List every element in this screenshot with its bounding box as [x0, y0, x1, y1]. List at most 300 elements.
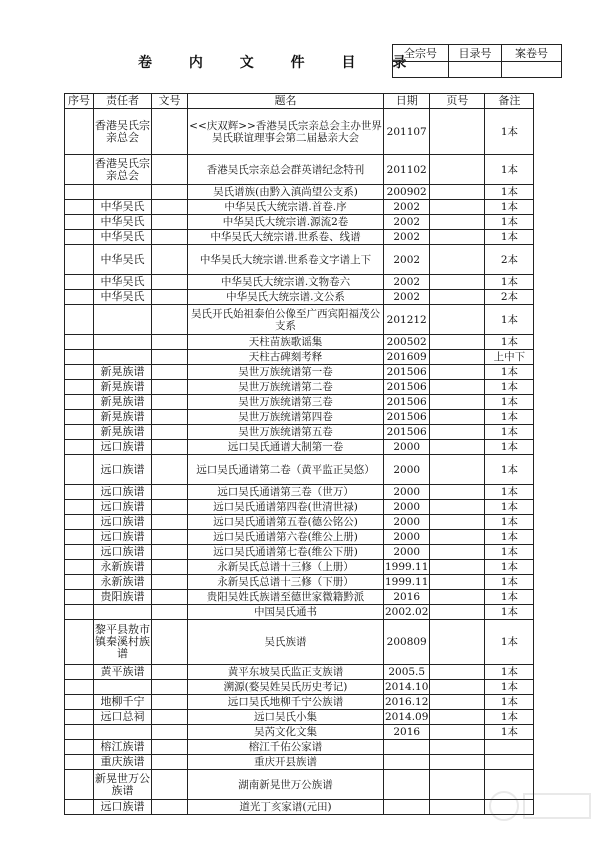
- seq-cell: [65, 770, 94, 800]
- page-cell: [430, 620, 485, 665]
- title-cell: 中华吴氏大统宗谱.文公系: [188, 290, 384, 305]
- note-cell: 1本: [485, 155, 534, 185]
- responsible-cell: 中华吴氏: [94, 230, 152, 245]
- seq-cell: [65, 245, 94, 275]
- table-row: [65, 380, 534, 395]
- table-row: [65, 590, 534, 605]
- note-cell: 1本: [485, 665, 534, 680]
- seq-cell: [65, 620, 94, 665]
- column-header-title: 题名: [188, 94, 384, 109]
- doc-number-cell: [152, 380, 188, 395]
- seq-cell: [65, 350, 94, 365]
- page-cell: [430, 500, 485, 515]
- responsible-cell: 远口族谱: [94, 440, 152, 455]
- note-cell: 上中下: [485, 350, 534, 365]
- seq-cell: [65, 485, 94, 500]
- page-cell: [430, 425, 485, 440]
- table-row: [65, 109, 534, 155]
- date-cell: 2000: [384, 440, 430, 455]
- doc-number-cell: [152, 230, 188, 245]
- page-cell: [430, 410, 485, 425]
- date-cell: 2000: [384, 545, 430, 560]
- date-cell: 2014.10: [385, 681, 429, 693]
- doc-number-cell: [152, 215, 188, 230]
- table-row: [65, 185, 534, 200]
- title-cell: 远口吴氏通谱第四卷(世清世禄): [188, 500, 384, 515]
- doc-number-cell: [152, 335, 188, 350]
- date-cell: [384, 755, 430, 770]
- table-row: [65, 395, 534, 410]
- seq-cell: [65, 109, 94, 155]
- note-cell: 1本: [485, 410, 534, 425]
- responsible-cell: [94, 350, 152, 365]
- table-row: [65, 665, 534, 680]
- page-cell: [430, 185, 485, 200]
- title-cell: 天柱古碑刻考释: [188, 350, 384, 365]
- title-cell: 湖南新晃世万公族谱: [188, 770, 384, 800]
- page-cell: [430, 575, 485, 590]
- date-cell: 201506: [384, 425, 430, 440]
- note-cell: 1本: [485, 500, 534, 515]
- table-row: [65, 485, 534, 500]
- doc-number-cell: [152, 109, 188, 155]
- title-cell: 中华吴氏大统宗谱.首卷.序: [188, 200, 384, 215]
- title-cell: 吴世万族统谱第三卷: [188, 395, 384, 410]
- doc-number-cell: [152, 620, 188, 665]
- title-cell: 榕江千佑公家谱: [188, 740, 384, 755]
- seq-cell: [65, 440, 94, 455]
- date-cell: 201102: [384, 155, 430, 185]
- note-cell: 1本: [485, 530, 534, 545]
- seq-cell: [65, 230, 94, 245]
- date-cell: 2005.5: [384, 665, 430, 680]
- date-cell: 200902: [384, 185, 430, 200]
- page-cell: [430, 800, 485, 815]
- table-row: [65, 560, 534, 575]
- date-cell: 1999.11: [385, 561, 429, 573]
- table-row: [65, 800, 534, 815]
- responsible-cell: 新晃族谱: [94, 395, 152, 410]
- doc-number-cell: [152, 770, 188, 800]
- seq-cell: [65, 575, 94, 590]
- page-cell: [430, 695, 485, 710]
- seq-cell: [65, 560, 94, 575]
- page-cell: [430, 245, 485, 275]
- note-cell: 1本: [485, 215, 534, 230]
- page-cell: [430, 380, 485, 395]
- seq-cell: [65, 215, 94, 230]
- doc-number-cell: [152, 440, 188, 455]
- seq-cell: [65, 335, 94, 350]
- responsible-cell: 黎平县敖市镇秦溪村族谱: [94, 620, 152, 665]
- doc-number-cell: [152, 350, 188, 365]
- responsible-cell: 新晃族谱: [94, 380, 152, 395]
- table-row: [65, 410, 534, 425]
- note-cell: 1本: [485, 455, 534, 485]
- page-cell: [430, 109, 485, 155]
- note-cell: 1本: [485, 725, 534, 740]
- file-number-value: [502, 62, 562, 78]
- responsible-cell: [94, 185, 152, 200]
- page-cell: [430, 740, 485, 755]
- note-cell: 1本: [485, 275, 534, 290]
- date-cell: 201506: [384, 365, 430, 380]
- responsible-cell: [94, 605, 152, 620]
- date-cell: 2000: [384, 455, 430, 485]
- table-row: [65, 440, 534, 455]
- seq-cell: [65, 515, 94, 530]
- page-cell: [430, 200, 485, 215]
- doc-number-cell: [152, 755, 188, 770]
- file-number-label: 案卷号: [502, 45, 562, 62]
- date-cell: 2002: [384, 230, 430, 245]
- note-cell: 1本: [485, 545, 534, 560]
- note-cell: 1本: [485, 680, 534, 695]
- seq-cell: [65, 365, 94, 380]
- page-cell: [430, 545, 485, 560]
- responsible-cell: 远口族谱: [94, 530, 152, 545]
- date-cell: 2016: [384, 590, 430, 605]
- note-cell: 2本: [485, 245, 534, 275]
- table-row: [65, 155, 534, 185]
- title-cell: 中华吴氏大统宗谱.文物卷六: [188, 275, 384, 290]
- doc-number-cell: [152, 200, 188, 215]
- note-cell: 1本: [485, 200, 534, 215]
- doc-number-cell: [152, 740, 188, 755]
- date-cell: 1999.11: [385, 576, 429, 588]
- column-header-note: 备注: [485, 94, 534, 109]
- document-title: 卷 内 文 件 目 录: [138, 55, 423, 71]
- column-header-doc-number: 文号: [152, 94, 188, 109]
- table-row: [65, 725, 534, 740]
- catalog-number-value: [449, 62, 502, 78]
- responsible-cell: 远口族谱: [94, 515, 152, 530]
- page-cell: [430, 455, 485, 485]
- fonds-number-value: [393, 62, 449, 78]
- responsible-cell: 香港吴氏宗亲总会: [94, 109, 152, 155]
- note-cell: [485, 740, 534, 755]
- column-header-date: 日期: [384, 94, 430, 109]
- title-cell: 香港吴氏宗亲总会群英谱纪念特刊: [188, 155, 384, 185]
- date-cell: [384, 770, 430, 800]
- doc-number-cell: [152, 365, 188, 380]
- page-cell: [430, 605, 485, 620]
- seq-cell: [65, 590, 94, 605]
- table-row: [65, 245, 534, 275]
- page-cell: [430, 275, 485, 290]
- note-cell: 1本: [485, 230, 534, 245]
- table-row: [65, 530, 534, 545]
- responsible-cell: 香港吴氏宗亲总会: [94, 155, 152, 185]
- responsible-cell: 黄平族谱: [94, 665, 152, 680]
- date-cell: 2014.09: [385, 711, 429, 723]
- note-cell: 2本: [485, 290, 534, 305]
- doc-number-cell: [152, 545, 188, 560]
- page-cell: [430, 665, 485, 680]
- title-cell: 重庆开县族谱: [188, 755, 384, 770]
- table-row: [65, 215, 534, 230]
- fonds-number-label: 全宗号: [393, 45, 449, 62]
- seq-cell: [65, 275, 94, 290]
- seq-cell: [65, 605, 94, 620]
- file-catalog-table: [64, 93, 534, 815]
- date-cell: 201506: [384, 380, 430, 395]
- page-cell: [430, 725, 485, 740]
- title-cell: 中国吴氏通书: [188, 605, 384, 620]
- page-cell: [430, 515, 485, 530]
- seq-cell: [65, 755, 94, 770]
- title-cell: 贵阳吴姓氏族谱至德世家微籍黔派: [188, 590, 384, 605]
- responsible-cell: 永新族谱: [94, 560, 152, 575]
- date-cell: 2002: [384, 275, 430, 290]
- table-row: [65, 740, 534, 755]
- table-row: [65, 755, 534, 770]
- seq-cell: [65, 665, 94, 680]
- seq-cell: [65, 680, 94, 695]
- title-cell: 中华吴氏大统宗谱.世系卷、线谱: [188, 230, 384, 245]
- title-cell: 吴氏开氏始祖泰伯公像至广西宾阳福茂公支系: [188, 305, 384, 335]
- seq-cell: [65, 305, 94, 335]
- page-cell: [430, 530, 485, 545]
- note-cell: 1本: [485, 605, 534, 620]
- date-cell: 2000: [384, 485, 430, 500]
- responsible-cell: [94, 725, 152, 740]
- doc-number-cell: [152, 710, 188, 725]
- title-cell: 中华吴氏大统宗谱.世系卷文字谱上下: [188, 245, 384, 275]
- seq-cell: [65, 500, 94, 515]
- doc-number-cell: [152, 290, 188, 305]
- title-cell: 黄平东坡吴氏监正支族谱: [188, 665, 384, 680]
- responsible-cell: 远口族谱: [94, 485, 152, 500]
- doc-number-cell: [152, 395, 188, 410]
- seq-cell: [65, 710, 94, 725]
- page-cell: [430, 335, 485, 350]
- seq-cell: [65, 290, 94, 305]
- watermark-seal: [488, 778, 596, 834]
- date-cell: [384, 800, 430, 815]
- responsible-cell: 中华吴氏: [94, 275, 152, 290]
- title-cell: 中华吴氏大统宗谱.源流2卷: [188, 215, 384, 230]
- page-cell: [430, 230, 485, 245]
- title-cell: 远口吴氏通谱第三卷（世万）: [188, 485, 384, 500]
- responsible-cell: [94, 305, 152, 335]
- note-cell: 1本: [485, 575, 534, 590]
- table-row: [65, 275, 534, 290]
- doc-number-cell: [152, 185, 188, 200]
- seq-cell: [65, 530, 94, 545]
- table-row: [65, 500, 534, 515]
- table-row: [65, 575, 534, 590]
- doc-number-cell: [152, 725, 188, 740]
- doc-number-cell: [152, 575, 188, 590]
- table-row: [65, 680, 534, 695]
- table-row: [65, 770, 534, 800]
- doc-number-cell: [152, 275, 188, 290]
- catalog-number-label: 目录号: [449, 45, 502, 62]
- title-cell: 吴氏族谱: [188, 620, 384, 665]
- note-cell: 1本: [485, 515, 534, 530]
- table-row: [65, 710, 534, 725]
- date-cell: 2000: [384, 500, 430, 515]
- table-row: [65, 515, 534, 530]
- date-cell: 200502: [384, 335, 430, 350]
- doc-number-cell: [152, 155, 188, 185]
- note-cell: 1本: [485, 485, 534, 500]
- page-cell: [430, 350, 485, 365]
- page-cell: [430, 215, 485, 230]
- table-header-row: [65, 94, 534, 109]
- title-cell: 吴世万族统谱第五卷: [188, 425, 384, 440]
- doc-number-cell: [152, 665, 188, 680]
- title-cell: 道光丁亥家谱(元田): [188, 800, 384, 815]
- table-row: [65, 305, 534, 335]
- note-cell: 1本: [485, 365, 534, 380]
- column-header-seq: 序号: [65, 94, 94, 109]
- doc-number-cell: [152, 500, 188, 515]
- date-cell: 2002: [384, 200, 430, 215]
- responsible-cell: 远口族谱: [94, 545, 152, 560]
- title-cell: 吴世万族统谱第四卷: [188, 410, 384, 425]
- doc-number-cell: [152, 695, 188, 710]
- responsible-cell: 中华吴氏: [94, 200, 152, 215]
- responsible-cell: 中华吴氏: [94, 215, 152, 230]
- seq-cell: [65, 200, 94, 215]
- doc-number-cell: [152, 560, 188, 575]
- table-row: [65, 605, 534, 620]
- page-cell: [430, 680, 485, 695]
- note-cell: 1本: [485, 335, 534, 350]
- responsible-cell: 新晃族谱: [94, 365, 152, 380]
- table-row: [65, 455, 534, 485]
- table-row: [65, 350, 534, 365]
- note-cell: 1本: [485, 440, 534, 455]
- title-cell: 远口吴氏通谱第六卷(维公上册): [188, 530, 384, 545]
- date-cell: 2016.12: [385, 696, 429, 708]
- page-cell: [430, 755, 485, 770]
- note-cell: 1本: [485, 109, 534, 155]
- page-cell: [430, 590, 485, 605]
- title-cell: 远口吴氏通谱第二卷（黄平监正吴悠）: [188, 455, 384, 485]
- archive-meta-table: [392, 44, 562, 78]
- date-cell: 201506: [384, 395, 430, 410]
- responsible-cell: 贵阳族谱: [94, 590, 152, 605]
- doc-number-cell: [152, 515, 188, 530]
- page-cell: [430, 560, 485, 575]
- page-cell: [430, 395, 485, 410]
- seq-cell: [65, 455, 94, 485]
- seq-cell: [65, 410, 94, 425]
- page-cell: [430, 485, 485, 500]
- title-cell: 远口吴氏通谱大制第一卷: [188, 440, 384, 455]
- date-cell: 201609: [384, 350, 430, 365]
- note-cell: 1本: [485, 710, 534, 725]
- doc-number-cell: [152, 800, 188, 815]
- title-cell: 吴世万族统谱第一卷: [188, 365, 384, 380]
- column-header-responsible: 责任者: [94, 94, 152, 109]
- doc-number-cell: [152, 605, 188, 620]
- title-cell: 远口吴氏地柳千宁公族谱: [188, 695, 384, 710]
- seq-cell: [65, 545, 94, 560]
- note-cell: 1本: [485, 425, 534, 440]
- title-cell: 远口吴氏通谱第五卷(德公铭公): [188, 515, 384, 530]
- date-cell: 2002: [384, 215, 430, 230]
- table-row: [65, 425, 534, 440]
- responsible-cell: 远口族谱: [94, 455, 152, 485]
- seq-cell: [65, 725, 94, 740]
- seq-cell: [65, 155, 94, 185]
- responsible-cell: 新晃世万公族谱: [94, 770, 152, 800]
- note-cell: 1本: [485, 305, 534, 335]
- title-cell: 永新吴氏总谱十三修（下册）: [188, 575, 384, 590]
- page-cell: [430, 290, 485, 305]
- note-cell: 1本: [485, 620, 534, 665]
- table-row: [65, 365, 534, 380]
- column-header-page: 页号: [430, 94, 485, 109]
- doc-number-cell: [152, 530, 188, 545]
- table-row: [65, 695, 534, 710]
- responsible-cell: 中华吴氏: [94, 245, 152, 275]
- note-cell: 1本: [485, 695, 534, 710]
- doc-number-cell: [152, 455, 188, 485]
- responsible-cell: 远口族谱: [94, 500, 152, 515]
- title-cell: 永新吴氏总谱十三修（上册）: [188, 560, 384, 575]
- doc-number-cell: [152, 485, 188, 500]
- seq-cell: [65, 740, 94, 755]
- responsible-cell: 永新族谱: [94, 575, 152, 590]
- title-cell: 天柱苗族歌谣集: [188, 335, 384, 350]
- doc-number-cell: [152, 425, 188, 440]
- note-cell: 1本: [485, 395, 534, 410]
- responsible-cell: 新晃族谱: [94, 410, 152, 425]
- note-cell: [485, 755, 534, 770]
- seq-cell: [65, 695, 94, 710]
- responsible-cell: [94, 335, 152, 350]
- note-cell: 1本: [485, 380, 534, 395]
- date-cell: 2002: [384, 290, 430, 305]
- title-cell: 远口吴氏通谱第七卷(维公下册): [188, 545, 384, 560]
- title-cell: 吴氏谱族(由黔入滇尚望公支系): [188, 185, 384, 200]
- doc-number-cell: [152, 590, 188, 605]
- date-cell: 2016: [384, 725, 430, 740]
- title-cell: <<庆双辉>>香港吴氏宗亲总会主办世界吴氏联谊理事会第二届悬亲大会: [188, 109, 384, 155]
- table-row: [65, 545, 534, 560]
- seq-cell: [65, 425, 94, 440]
- doc-number-cell: [152, 680, 188, 695]
- page-cell: [430, 770, 485, 800]
- date-cell: 201212: [384, 305, 430, 335]
- date-cell: 2002.02: [385, 606, 429, 618]
- doc-number-cell: [152, 410, 188, 425]
- seq-cell: [65, 395, 94, 410]
- date-cell: 2000: [384, 515, 430, 530]
- title-cell: 远口吴氏小集: [188, 710, 384, 725]
- table-row: [65, 230, 534, 245]
- note-cell: 1本: [485, 185, 534, 200]
- seq-cell: [65, 380, 94, 395]
- page-cell: [430, 155, 485, 185]
- responsible-cell: 远口总祠: [94, 710, 152, 725]
- responsible-cell: 榕江族谱: [94, 740, 152, 755]
- responsible-cell: 新晃族谱: [94, 425, 152, 440]
- date-cell: 200809: [384, 620, 430, 665]
- responsible-cell: 中华吴氏: [94, 290, 152, 305]
- table-row: [65, 620, 534, 665]
- page-cell: [430, 365, 485, 380]
- page-cell: [430, 710, 485, 725]
- table-row: [65, 200, 534, 215]
- responsible-cell: 重庆族谱: [94, 755, 152, 770]
- date-cell: [384, 740, 430, 755]
